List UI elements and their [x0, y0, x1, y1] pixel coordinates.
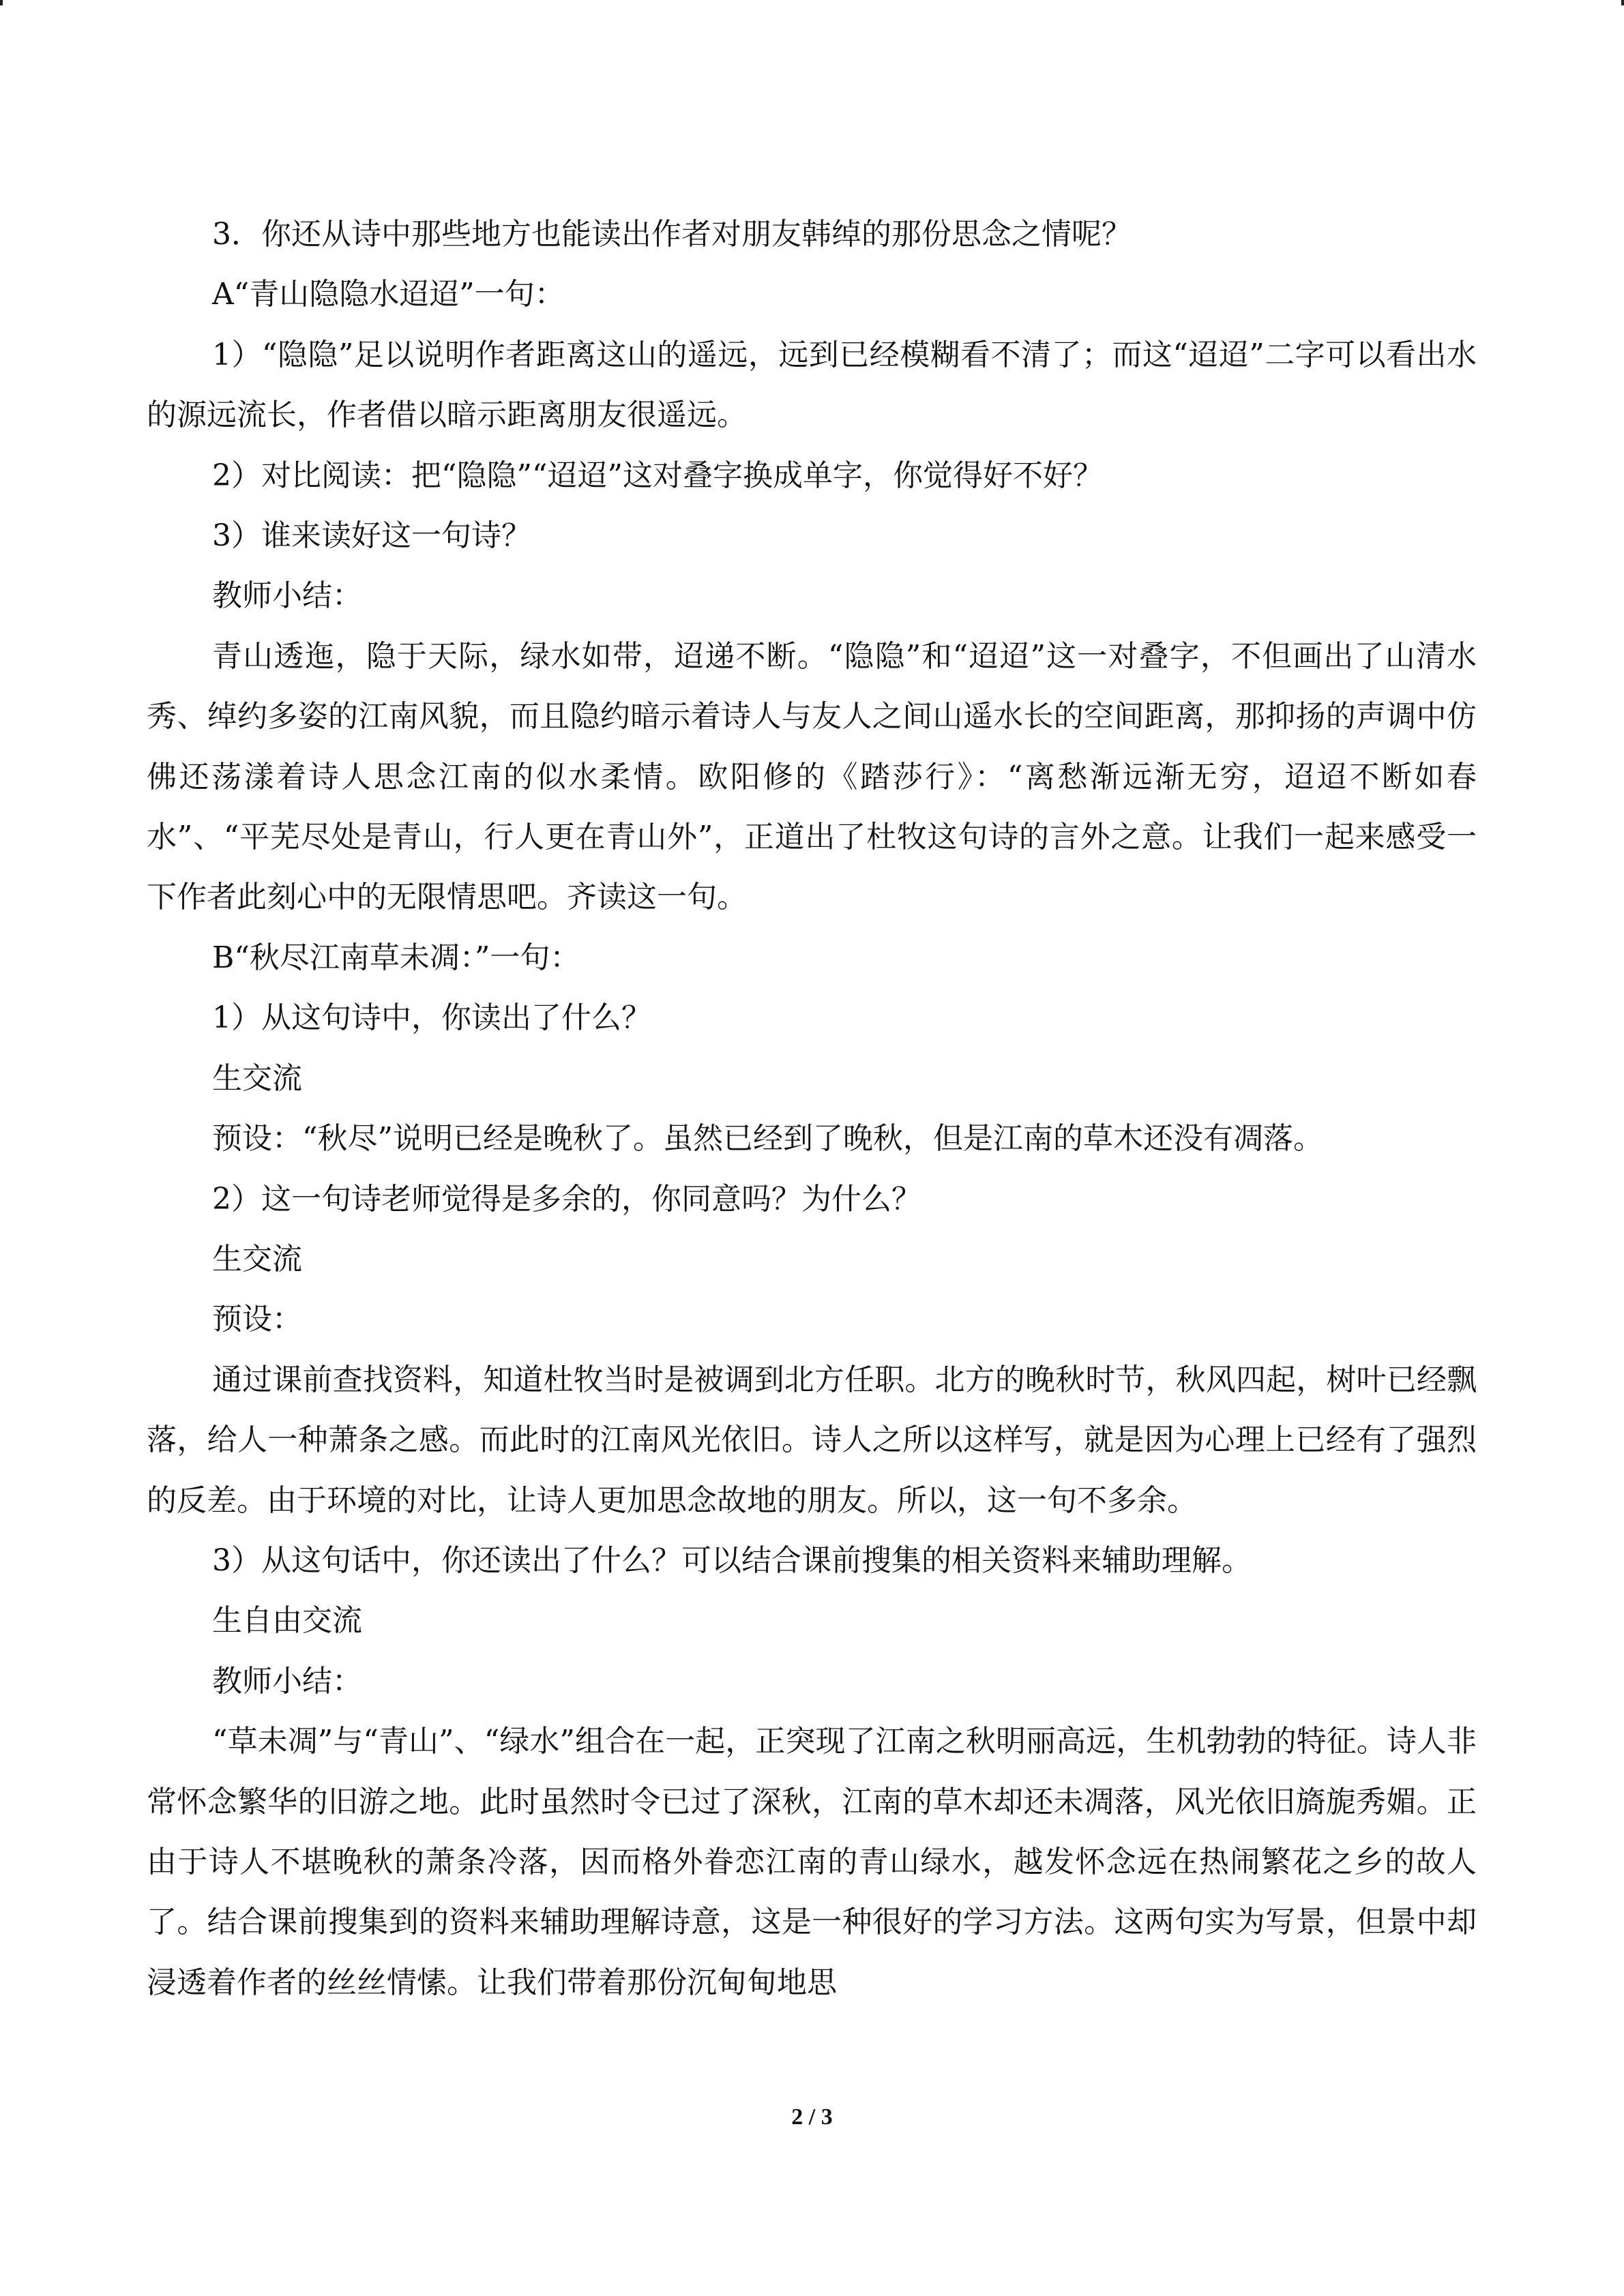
paragraph-teacher-summary-1: 青山透迤，隐于天际，绿水如带，迢递不断。“隐隐”和“迢迢”这一对叠字，不但画出了山清水秀、绰约多姿的江南风貌，而且隐约暗示着诗人与友人之间山遥水长的空间距离，那抑扬的声调中仿佛还荡漾着诗人思念江南的似水柔情。欧阳修的《踏莎行》：“离愁渐远渐无穷，迢迢不断如春水”、“平芜尽处是青山，行人更在青山外”，正道出了杜牧这句诗的言外之意。让我们一起来感受一下作者此刻心中的无限情思吧。齐读这一句。 — [147, 638, 1477, 915]
paragraph-student-free-discussion: 生自由交流 — [212, 1603, 362, 1639]
paragraph-preset-2: 通过课前查找资料，知道杜牧当时是被调到北方任职。北方的晚秋时节，秋风四起，树叶已经飘落，给人一种萧条之感。而此时的江南风光依旧。诗人之所以这样写，就是因为心理上已经有了强烈的反差。由于环境的对比，让诗人更加思念故地的朋友。所以，这一句不多余。 — [147, 1362, 1477, 1518]
page-number: 2 / 3 — [791, 2104, 833, 2130]
paragraph-preset-2-label: 预设： — [212, 1302, 302, 1337]
crop-mark-left — [0, 0, 3, 5]
paragraph-section-a-heading: A“青山隐隐水迢迢”一句： — [212, 277, 565, 312]
paragraph-teacher-summary-label-2: 教师小结： — [212, 1663, 362, 1699]
paragraph-a-item-3: 3）谁来读好这一句诗？ — [212, 518, 531, 554]
paragraph-a-item-1: 1）“隐隐”足以说明作者距离这山的遥远，远到已经模糊看不清了；而这“迢迢”二字可以看出水的源远流长，作者借以暗示距离朋友很遥远。 — [147, 337, 1477, 433]
body-text — [147, 205, 1477, 2013]
paragraph-b-item-2: 2）这一句诗老师觉得是多余的，你同意吗？为什么？ — [212, 1181, 921, 1217]
crop-mark-right — [1621, 0, 1624, 5]
paragraph-section-b-heading: B“秋尽江南草未凋：”一句： — [212, 940, 580, 975]
paragraph-b-item-3: 3）从这句话中，你还读出了什么？可以结合课前搜集的相关资料来辅助理解。 — [212, 1542, 1252, 1578]
paragraph-preset-1: 预设：“秋尽”说明已经是晚秋了。虽然已经到了晚秋，但是江南的草木还没有凋落。 — [212, 1121, 1323, 1157]
paragraph-student-discussion-2: 生交流 — [212, 1241, 302, 1277]
paragraph-a-item-2: 2）对比阅读：把“隐隐”“迢迢”这对叠字换成单字，你觉得好不好？ — [212, 458, 1103, 493]
paragraph-question-3: 3．你还从诗中那些地方也能读出作者对朋友韩绰的那份思念之情呢？ — [212, 217, 1132, 252]
paragraph-teacher-summary-label-1: 教师小结： — [212, 578, 362, 614]
paragraph-b-item-1: 1）从这句诗中，你读出了什么？ — [212, 1000, 651, 1036]
paragraph-teacher-summary-2: “草未凋”与“青山”、“绿水”组合在一起，正突现了江南之秋明丽高远，生机勃勃的特征。诗人非常怀念繁华的旧游之地。此时虽然时令已过了深秋，江南的草木却还未凋落，风光依旧旖旎秀媚。正由于诗人不堪晚秋的萧条冷落，因而格外眷恋江南的青山绿水，越发怀念远在热闹繁花之乡的故人了。结合课前搜集到的资料来辅助理解诗意，这是一种很好的学习方法。这两句实为写景，但景中却浸透着作者的丝丝情愫。让我们带着那份沉甸甸地思 — [147, 1724, 1477, 2000]
paragraph-student-discussion-1: 生交流 — [212, 1060, 302, 1096]
